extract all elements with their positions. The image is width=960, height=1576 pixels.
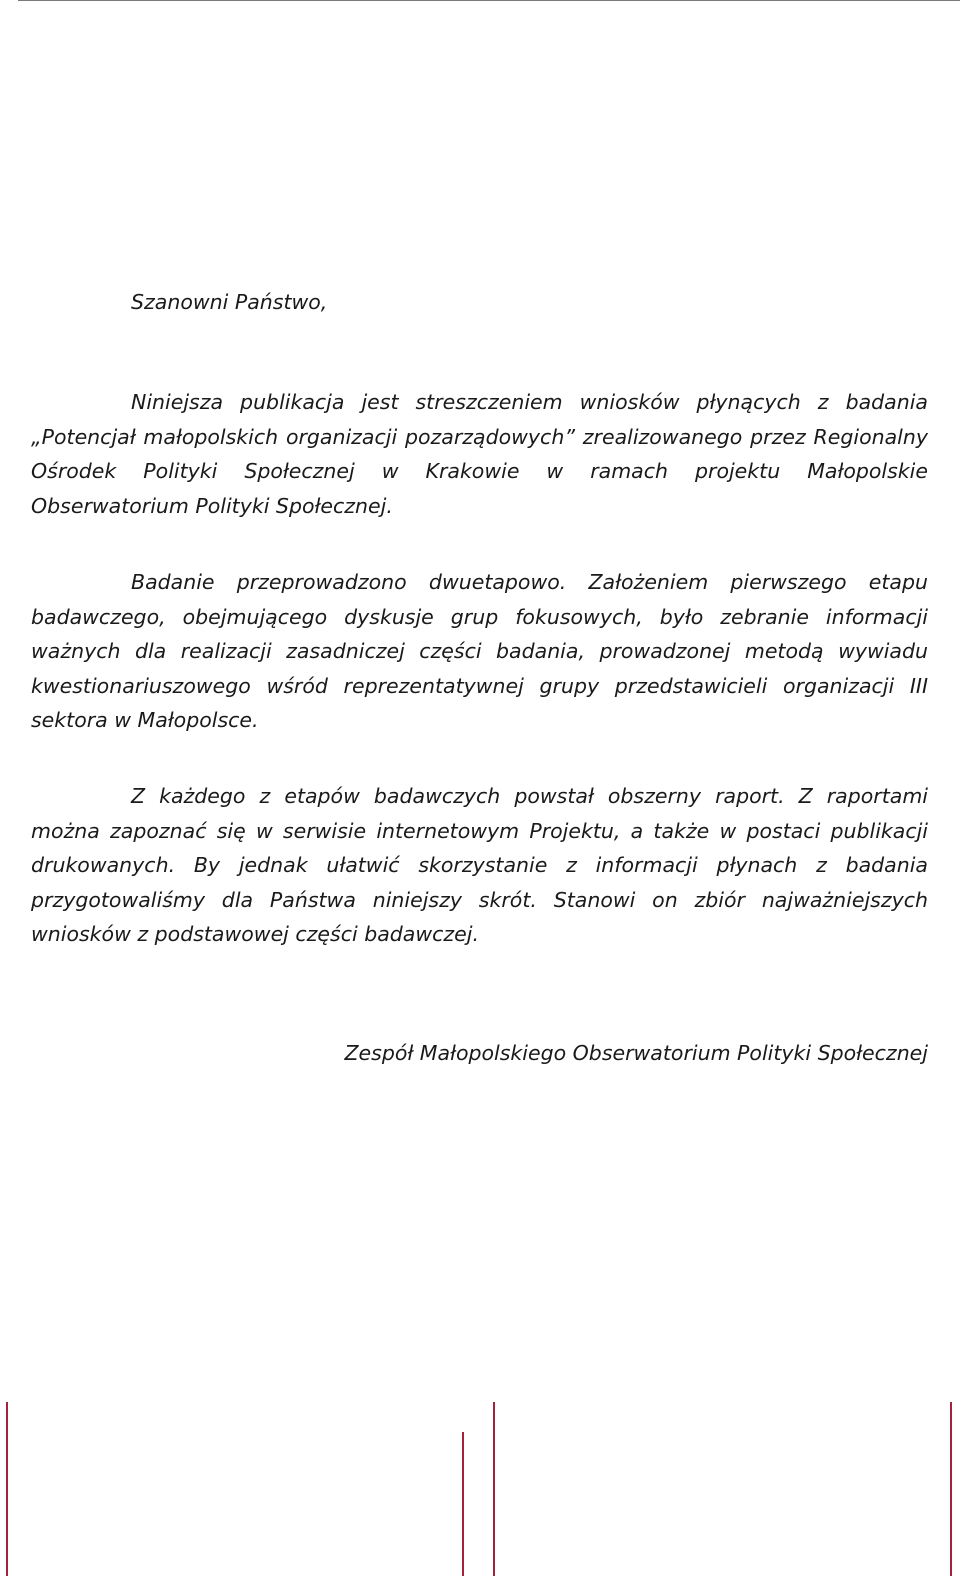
crop-marker-center-right — [493, 1402, 495, 1576]
crop-marker-right — [950, 1402, 952, 1576]
letter-paragraph-1: Niniejsza publikacja jest streszczeniem wniosków płynących z badania „Potencjał małopolskich organizacji pozarządowych” zrealizowanego przez Regionalny Ośrodek Polityki Społecznej w Krakowie w ramach projektu Małopolskie Obserwatorium Polityki Społecznej. — [31, 390, 928, 518]
crop-marker-center-left — [462, 1432, 464, 1576]
letter-greeting: Szanowni Państwo, — [131, 290, 328, 314]
crop-marker-left — [6, 1402, 8, 1576]
letter-paragraph-2: Badanie przeprowadzono dwuetapowo. Założeniem pierwszego etapu badawczego, obejmującego dyskusje grup fokusowych, było zebranie informacji ważnych dla realizacji zasadniczej części badania, prowadzonej metodą wywiadu kwestionariuszowego wśród reprezentatywnej grupy przedstawicieli organizacji III sektora w Małopolsce. — [31, 570, 928, 733]
letter-signature: Zespół Małopolskiego Obserwatorium Polityki Społecznej — [344, 1041, 928, 1065]
top-rule — [18, 0, 960, 1]
letter-paragraph-3: Z każdego z etapów badawczych powstał obszerny raport. Z raportami można zapoznać się w serwisie internetowym Projektu, a także w postaci publikacji drukowanych. By jednak ułatwić skorzystanie z informacji płynach z badania przygotowaliśmy dla Państwa niniejszy skrót. Stanowi on zbiór najważniejszych wniosków z podstawowej części badawczej. — [31, 784, 928, 947]
